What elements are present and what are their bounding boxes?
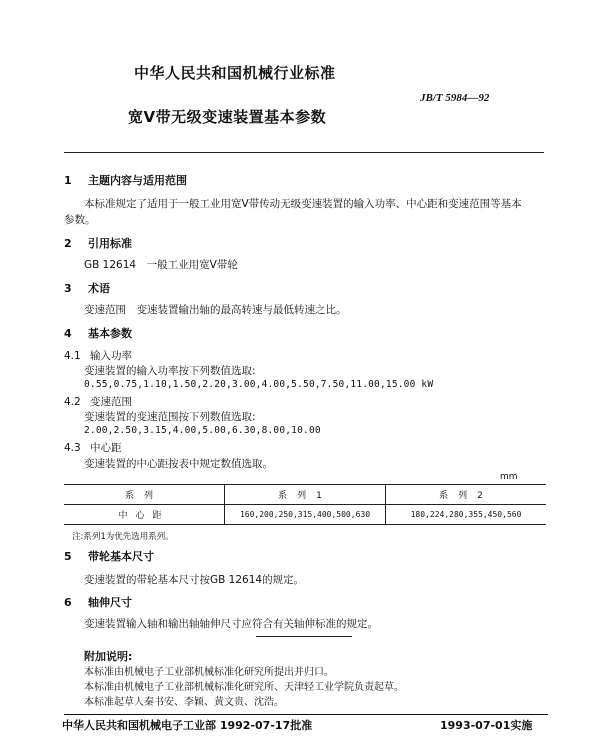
input-power-values: 0.55,0.75,1.10,1.50,2.20,3.00,4.00,5.50,7.50,11.00,15.00 kW (84, 379, 434, 390)
approval-statement: 中华人民共和国机械电子工业部 1992-07-17批准 (62, 719, 313, 732)
subsection-title: 输入功率 (90, 350, 132, 362)
additional-note-line: 本标准起草人秦书安、李颖、黄文贵、沈浩。 (84, 697, 284, 708)
section-title: 轴伸尺寸 (88, 596, 132, 609)
subsection-4-1-text: 变速装置的输入功率按下列数值选取: (84, 365, 256, 377)
section-title: 术语 (88, 282, 110, 295)
section-5-heading (64, 548, 154, 564)
additional-note-line: 本标准由机械电子工业部机械标准化研究所提出并归口。 (84, 667, 334, 678)
table-unit: mm (500, 472, 518, 482)
table-header-series: 系列 (64, 485, 225, 505)
standard-organization: 中华人民共和国机械行业标准 (134, 64, 336, 82)
subsection-number: 4.3 (64, 442, 81, 454)
section-number: 3 (64, 282, 72, 295)
section-1-text-line1: 本标准规定了适用于一般工业用宽V带传动无级变速装置的输入功率、中心距和变速范围等基本 (84, 198, 522, 210)
table-header-row (64, 485, 546, 505)
header-divider (64, 152, 544, 153)
end-of-text-rule (256, 636, 352, 637)
table-header-series-1: 系列1 (225, 485, 386, 505)
section-1-text-line2: 参数。 (64, 214, 96, 226)
section-number: 5 (64, 550, 72, 563)
section-number: 6 (64, 596, 72, 609)
speed-range-values: 2.00,2.50,3.15,4.00,5.00,6.30,8.00,10.00 (84, 425, 321, 436)
table-row-label: 中心距 (64, 505, 225, 525)
subsection-4-2-text: 变速装置的变速范围按下列数值选取: (84, 411, 256, 423)
section-title: 引用标准 (88, 237, 132, 250)
additional-notes-title: 附加说明: (84, 650, 133, 663)
section-2-heading (64, 235, 132, 251)
section-title: 主题内容与适用范围 (88, 174, 187, 187)
subsection-4-1-heading (64, 348, 132, 363)
subsection-number: 4.2 (64, 396, 81, 408)
subsection-4-3-text: 变速装置的中心距按表中规定数值选取。 (84, 458, 273, 470)
subsection-4-3-heading (64, 440, 122, 455)
section-number: 1 (64, 174, 72, 187)
section-title: 基本参数 (88, 327, 132, 340)
section-3-heading (64, 280, 110, 296)
section-4-heading (64, 325, 132, 341)
section-title: 带轮基本尺寸 (88, 550, 154, 563)
document-title: 宽V带无级变速装置基本参数 (128, 108, 327, 126)
table-header-series-2: 系列2 (386, 485, 547, 505)
section-1-heading (64, 172, 187, 188)
subsection-title: 中心距 (90, 442, 122, 454)
table-cell-series-1: 160,200,250,315,400,500,630 (225, 505, 386, 525)
section-2-text: GB 12614 一般工业用宽V带轮 (84, 259, 238, 271)
additional-note-line: 本标准由机械电子工业部机械标准化研究所、天津轻工业学院负责起草。 (84, 682, 404, 693)
subsection-title: 变速范围 (90, 396, 132, 408)
standard-code: JB/T 5984—92 (420, 92, 490, 104)
section-5-text: 变速装置的带轮基本尺寸按GB 12614的规定。 (84, 574, 305, 586)
section-number: 2 (64, 237, 72, 250)
center-distance-table (64, 484, 546, 525)
subsection-number: 4.1 (64, 350, 81, 362)
footer-divider (64, 714, 548, 715)
section-number: 4 (64, 327, 72, 340)
section-6-heading (64, 594, 132, 610)
table-row (64, 505, 546, 525)
subsection-4-2-heading (64, 394, 132, 409)
section-3-text: 变速范围 变速装置输出轴的最高转速与最低转速之比。 (84, 304, 347, 316)
effective-date: 1993-07-01实施 (440, 719, 533, 732)
table-cell-series-2: 180,224,280,355,450,560 (386, 505, 547, 525)
table-note: 注:系列1为优先选用系列。 (72, 532, 174, 542)
section-6-text: 变速装置输入轴和输出轴轴伸尺寸应符合有关轴伸标准的规定。 (84, 618, 378, 630)
